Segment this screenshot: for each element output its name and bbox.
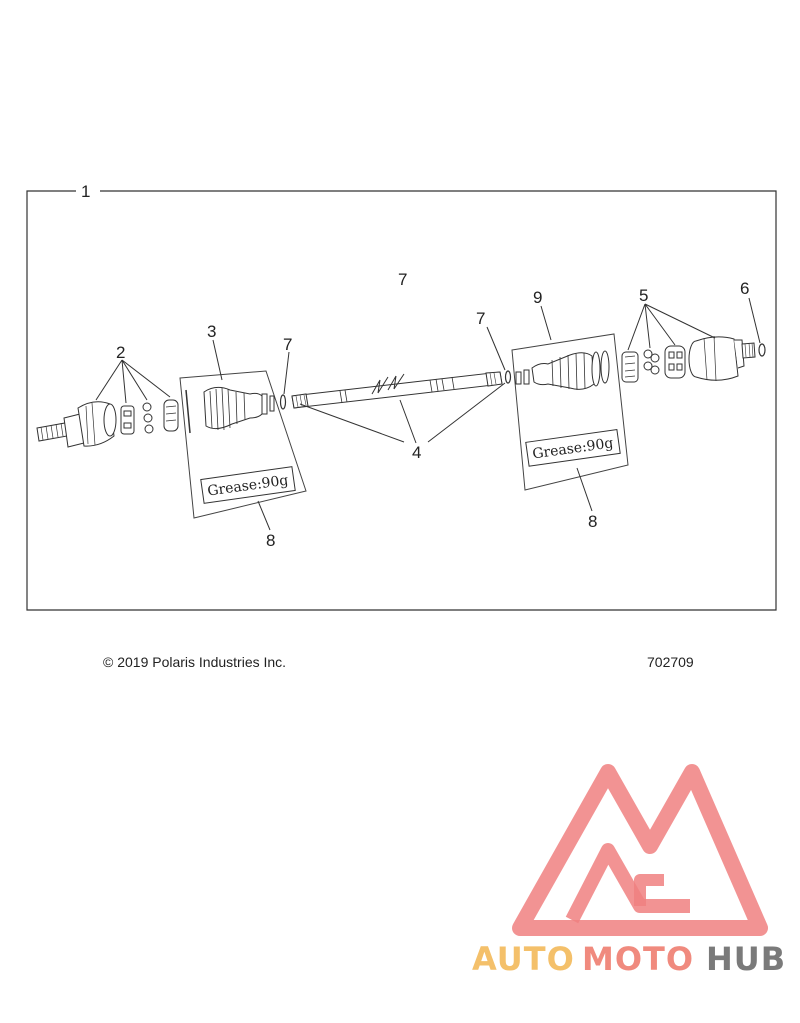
callout-2-leaders bbox=[96, 360, 170, 403]
callout-7-right-leader bbox=[487, 327, 505, 370]
assembly-frame bbox=[27, 191, 776, 610]
automotohub-wordmark bbox=[472, 940, 786, 978]
grease-label-right bbox=[526, 430, 620, 467]
circlip-left bbox=[281, 395, 286, 409]
svg-text:Grease:90g: Grease:90g bbox=[206, 472, 290, 500]
automotohub-logo bbox=[520, 772, 760, 928]
grease-label-left bbox=[201, 467, 295, 504]
wordmark-auto: AUTO bbox=[472, 940, 575, 978]
callout-7-left-leader bbox=[284, 352, 289, 394]
inner-race-left bbox=[164, 400, 178, 431]
callout-8-leaders bbox=[258, 468, 592, 530]
callout-6: 6 bbox=[740, 279, 750, 298]
boot-left bbox=[186, 387, 274, 433]
callout-5: 5 bbox=[639, 286, 649, 305]
half-shaft bbox=[292, 372, 502, 408]
callout-9-leader bbox=[541, 306, 551, 340]
cage-right bbox=[665, 346, 685, 378]
callout-6-leader bbox=[749, 298, 760, 343]
wordmark-moto: MOTO bbox=[582, 940, 695, 978]
cage-left bbox=[121, 406, 134, 434]
boot-right bbox=[516, 351, 609, 390]
callout-7-left: 7 bbox=[283, 335, 293, 354]
circlip-right bbox=[506, 371, 511, 383]
callout-4: 4 bbox=[412, 443, 422, 462]
callout-3-leader bbox=[213, 340, 222, 380]
callout-8-right: 8 bbox=[588, 512, 598, 531]
callout-8-left: 8 bbox=[266, 531, 276, 550]
callout-1: 1 bbox=[81, 182, 91, 201]
balls-left bbox=[143, 403, 153, 433]
callout-9: 9 bbox=[533, 288, 543, 307]
outer-cv-joint-left bbox=[37, 402, 116, 447]
diagram-part-number: 702709 bbox=[647, 654, 694, 670]
inner-race-right bbox=[622, 352, 638, 382]
callout-3: 3 bbox=[207, 322, 217, 341]
wordmark-hub: HUB bbox=[706, 940, 787, 978]
callout-2: 2 bbox=[116, 343, 126, 362]
outer-housing-right bbox=[689, 336, 755, 381]
circlip-6 bbox=[759, 344, 765, 356]
callout-7-top: 7 bbox=[398, 270, 408, 289]
callout-7-right: 7 bbox=[476, 309, 486, 328]
copyright-notice: © 2019 Polaris Industries Inc. bbox=[103, 654, 287, 670]
svg-text:Grease:90g: Grease:90g bbox=[531, 435, 615, 463]
balls-right bbox=[644, 350, 659, 374]
